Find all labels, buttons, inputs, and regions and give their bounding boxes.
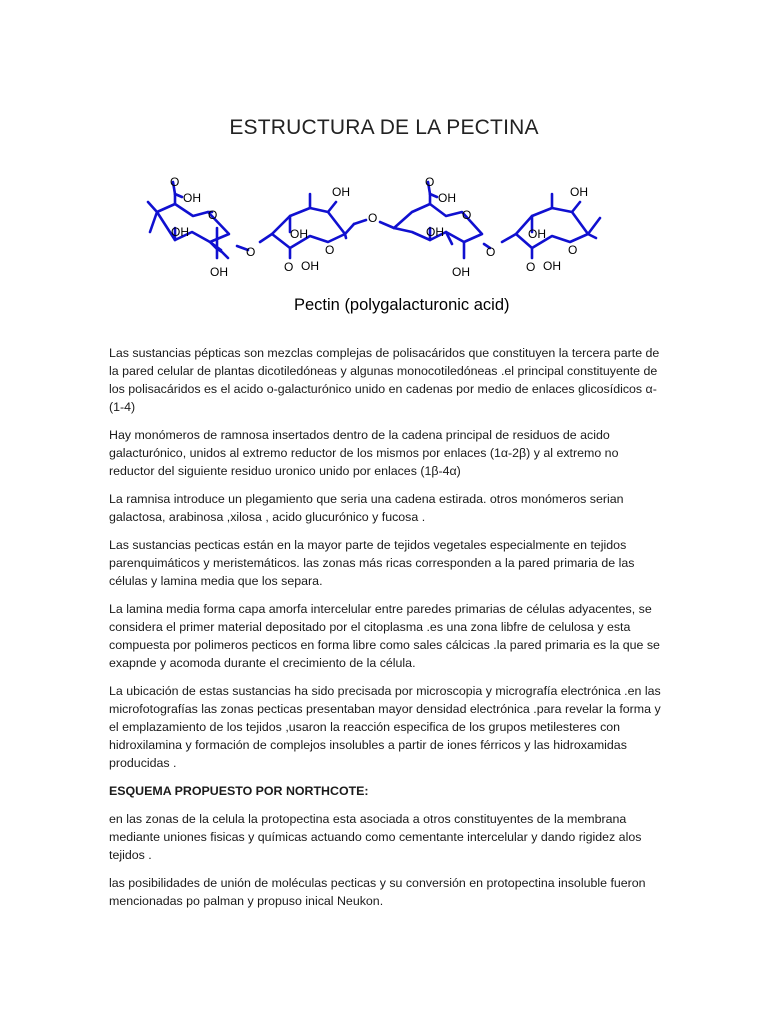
hydroxyl-label: OH: [210, 265, 228, 279]
hydroxyl-label: OH: [332, 185, 350, 199]
hydroxyl-label: OH: [426, 225, 444, 239]
carbonyl-o-label: O: [526, 260, 536, 274]
page-title: ESTRUCTURA DE LA PECTINA: [229, 116, 539, 139]
carboxyl-oh-label: OH: [438, 191, 456, 205]
carboxyl-oh-label: OH: [543, 259, 561, 273]
paragraph: La ubicación de estas sustancias ha sido precisada por microscopia y micrografía electrónica .en las microfotografías las zonas pecticas presentaban mayor densidad electrónica .para revelar la forma y el emplazamiento de los tejidos ,usaron la reacción especifica de los grupos metilesteres con hidroxilamina y formación de complejos insolubles a partir de iones férricos y las hidroxamidas producidas .: [109, 684, 661, 770]
ring-o-label: O: [325, 243, 335, 257]
document-body: [109, 344, 661, 920]
carbonyl-o-label: O: [170, 175, 180, 189]
carbonyl-o-label: O: [284, 260, 294, 274]
carbonyl-o-label: O: [425, 175, 435, 189]
glycosidic-o-label: O: [486, 245, 496, 259]
hydroxyl-label: OH: [570, 185, 588, 199]
paragraph: La ramnisa introduce un plegamiento que seria una cadena estirada. otros monómeros serian galactosa, arabinosa ,xilosa , acido glucurónico y fucosa .: [109, 492, 624, 524]
pectin-structure-diagram: [140, 172, 630, 318]
ring-o-label: O: [568, 243, 578, 257]
carboxyl-oh-label: OH: [183, 191, 201, 205]
hydroxyl-label: OH: [290, 227, 308, 241]
ring-o-label: O: [208, 208, 218, 222]
paragraph: Las sustancias pecticas están en la mayor parte de tejidos vegetales especialmente en tejidos parenquimáticos y meristemáticos. las zonas más ricas corresponden a la pared primaria de las células y lamina media que los separa.: [109, 538, 635, 588]
section-heading: ESQUEMA PROPUESTO POR NORTHCOTE:: [109, 784, 369, 798]
hydroxyl-label: OH: [171, 225, 189, 239]
molecule-labels: [170, 175, 588, 279]
paragraph: las posibilidades de unión de moléculas pecticas y su conversión en protopectina insoluble fueron mencionadas po palman y propuso inical Neukon.: [109, 876, 646, 908]
glycosidic-o-label: O: [368, 211, 378, 225]
figure-caption: Pectin (polygalacturonic acid): [294, 296, 510, 314]
paragraph: Hay monómeros de ramnosa insertados dentro de la cadena principal de residuos de acido galacturónico, unidos al extremo reductor de los mismos por enlaces (1α-2β) y al extremo no reductor del siguiente residuo uronico unido por enlaces (1β-4α): [109, 428, 619, 478]
glycosidic-o-label: O: [246, 245, 256, 259]
hydroxyl-label: OH: [452, 265, 470, 279]
paragraph: en las zonas de la celula la protopectina esta asociada a otros constituyentes de la membrana mediante uniones fisicas y químicas actuando como cementante intercelular y dando rigidez alos tejidos .: [109, 812, 642, 862]
carboxyl-oh-label: OH: [301, 259, 319, 273]
pectin-structure-figure: [140, 172, 630, 318]
paragraph: La lamina media forma capa amorfa intercelular entre paredes primarias de células adyacentes, se considera el primer material depositado por el citoplasma .es una zona libfre de celulosa y esta compuesta por polimeros pecticos en forma libre como sales cálcicas .la pared primaria es la que se exapnde y acomoda durante el crecimiento de la célula.: [109, 602, 660, 670]
ring-o-label: O: [462, 208, 472, 222]
paragraph: Las sustancias pépticas son mezclas complejas de polisacáridos que constituyen la tercera parte de la pared celular de plantas dicotiledóneas y algunas monocotiledóneas .el principal constituyente de los polisacáridos es el acido o-galacturónico unido en cadenas por medio de enlaces glicosídicos α-(1-4): [109, 346, 660, 414]
hydroxyl-label: OH: [528, 227, 546, 241]
